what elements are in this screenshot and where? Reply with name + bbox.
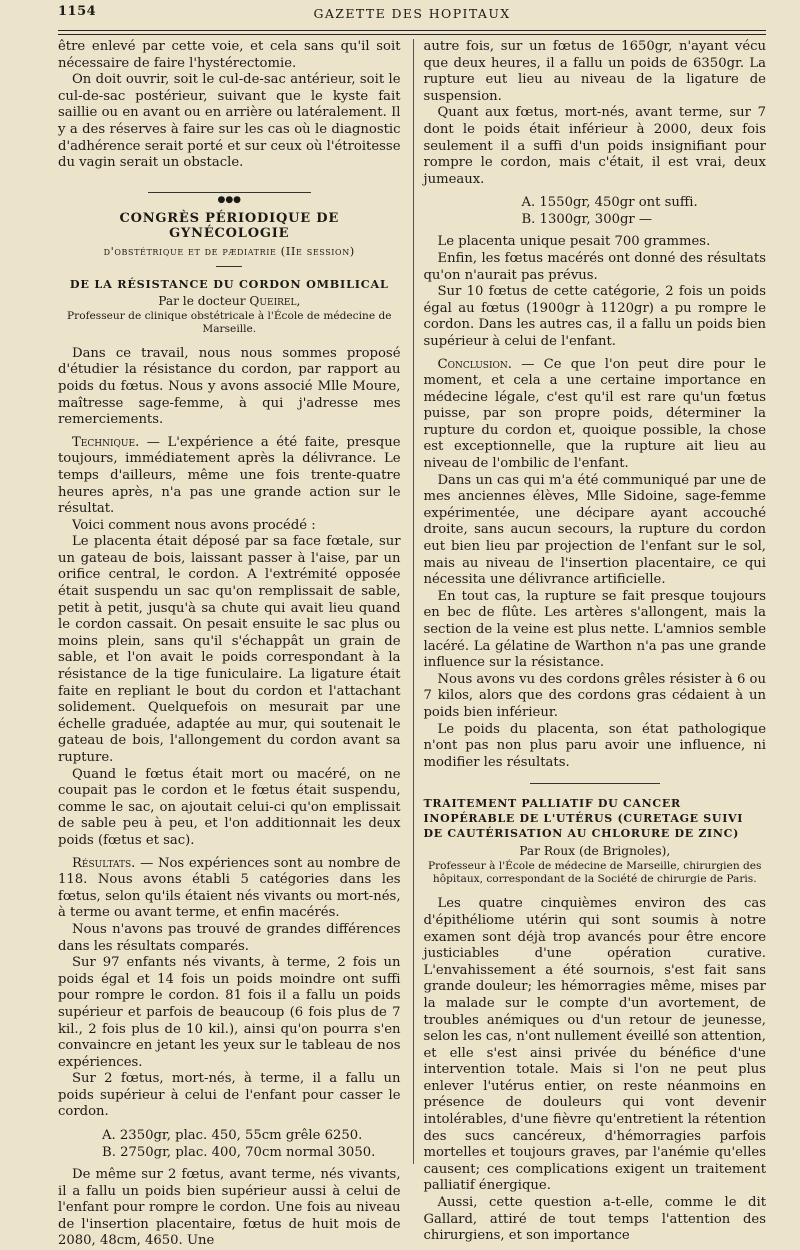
paragraph: autre fois, sur un fœtus de 1650gr, n'ayant vécu que deux heures, il a fallu un poids de 6350gr. La rupture eut lieu au niveau de la ligature de suspension. [423, 39, 766, 104]
column-divider [413, 39, 414, 1164]
paragraph: Le placenta était déposé par sa face fœtale, sur un gateau de bois, laissant passer à l'aise, par un orifice central, le cordon. A l'extrémité opposée était suspendu un sac qu'on remplissait de sable, petit à petit, jusqu'à sa chute qui avait lieu quand le cordon cassait. On pesait ensuite le sac plus ou moins plein, sans qu'il s'échappât un grain de sable, et l'on avait le poids correspondant à la résistance de la tige funiculaire. La ligature était faite en repliant le bout du cordon et l'attachant solidement. Quelquefois on mesurait par une échelle graduée, adaptée au mur, qui soutenait le gateau de bois, l'allongement du cordon avant sa rupture. [58, 534, 401, 765]
run-in-heading: Conclusion. [437, 356, 512, 372]
left-column [58, 39, 409, 1249]
run-in-heading: Technique. [72, 434, 140, 450]
article-author: Par Roux (de Brignoles), [519, 844, 671, 859]
paragraph-text: — Nos expériences sont au nombre de 118. Nous avons établi 5 catégories dans les fœtus, selon qu'ils étaient nés vivants ou mort-nés, à terme ou avant terme, et enfin macérés. [58, 855, 401, 921]
section-title: CONGRÈS PÉRIODIQUE DE GYNÉCOLOGIE [119, 210, 340, 241]
paragraph [58, 435, 401, 518]
author-name: Queirel, [249, 293, 301, 308]
paragraph: Les quatre cinquièmes environ des cas d'épithéliome utérin qui sont soumis à notre examen sont déjà trop avancés pour être encore justiciables d'une opération curative. L'envahissement a été sournois, s'est fait sans grande douleur; les hémorragies même, mises par la malade sur le compte d'un avortement, de troubles anémiques ou d'un retour de jeunesse, selon les cas, n'ont nullement éveillé son attention, et elle s'est ainsi privée du bénéfice d'une intervention totale. Mais si l'on ne peut plus enlever l'utérus entier, on reste néanmoins en présence de douleurs qui vont devenir intolérables, d'une fièvre qu'entretient la rétention des sucs cancéreux, d'hémorragies parfois mortelles et toujours graves, par l'anémie qu'elles causent; ces complications exigent un traitement palliatif énergique. [423, 896, 766, 1194]
paragraph: Quant aux fœtus, mort-nés, avant terme, sur 7 dont le poids était inférieur à 2000, deux fois seulement il a suffi d'un poids insignifiant pour rompre le cordon, mais c'était, il est vrai, deux jumeaux. [423, 105, 766, 187]
article-title: DE LA RÉSISTANCE DU CORDON OMBILICAL [69, 276, 389, 291]
paragraph: Le placenta unique pesait 700 grammes. [437, 234, 711, 250]
data-line: A. 1550gr, 450gr ont suffi. [521, 195, 698, 211]
section-subtitle: d'obstétrique et de pædiatrie (IIe session) [103, 243, 355, 258]
paragraph: Dans ce travail, nous nous sommes proposé d'étudier la résistance du cordon, par rapport au poids du fœtus. Nous y avons associé Mlle Moure, maîtresse sage-femme, à qui j'adresse mes remerciements. [58, 345, 401, 428]
paragraph-text: — L'expérience a été faite, presque toujours, immédiatement après la délivrance. Le temps d'ailleurs, même une fois trente-quatre heures après, n'a pas une grande action sur le résultat. [58, 434, 401, 517]
page-number: 1154 [58, 4, 97, 19]
paragraph: Enfin, les fœtus macérés ont donné des résultats qu'on n'aurait pas prévus. [423, 250, 766, 283]
article-author [58, 294, 401, 308]
article-title: TRAITEMENT PALLIATIF DU CANCER INOPÉRABLE DE L'UTÉRUS (CURETAGE SUIVI DE CAUTÉRISATION AU CHLORURE DE ZINC) [423, 797, 744, 841]
paragraph: Nous avons vu des cordons grêles résister à 6 ou 7 kilos, alors que des cordons gras cédaient à un poids bien inférieur. [423, 671, 766, 720]
columns [58, 39, 766, 1249]
paragraph: Aussi, cette question a-t-elle, comme le dit Gallard, attiré de tout temps l'attention des chirurgiens, et son importance [423, 1195, 766, 1244]
paragraph: Voici comment nous avons procédé : [72, 517, 316, 533]
paragraph [58, 856, 401, 922]
run-in-heading: Résultats. [72, 855, 136, 871]
paragraph: Dans un cas qui m'a été communiqué par une de mes anciennes élèves, Mlle Sidoine, sage-femme expérimentée, une décipare ayant accouché droite, sans aucun secours, la rupture du cordon eut bien lieu par projection de l'enfant sur le sol, mais au niveau de l'insertion placentaire, ce qui nécessita une délivrance artificielle. [423, 472, 766, 588]
author-affiliation: Professeur à l'École de médecine de Marseille, chirurgien des hôpitaux, correspondant de la Société de chirurgie de Paris. [427, 860, 762, 886]
right-column [419, 39, 766, 1244]
paragraph: Le poids du placenta, son état pathologique n'ont pas non plus paru avoir une influence, ni modifier les résultats. [423, 721, 766, 770]
paragraph: Nous n'avons pas trouvé de grandes différences dans les résultats comparés. [58, 921, 401, 954]
journal-title: GAZETTE DES HOPITAUX [313, 6, 511, 21]
paragraph: Sur 10 fœtus de cette catégorie, 2 fois un poids égal au fœtus (1900gr à 1120gr) a pu rompre le cordon. Dans les autres cas, il a fallu un poids bien supérieur à celui de l'enfant. [423, 284, 766, 349]
data-line: B. 2750gr, plac. 400, 70cm normal 3050. [102, 1145, 376, 1161]
page-header [58, 0, 766, 30]
header-rule [58, 30, 766, 35]
author-affiliation: Professeur de clinique obstétricale à l'École de médecine de Marseille. [67, 309, 392, 335]
short-rule [216, 266, 242, 267]
paragraph: Sur 97 enfants nés vivants, à terme, 2 fois un poids égal et 14 fois un poids moindre ont suffi pour rompre le cordon. 81 fois il a fallu un poids supérieur et parfois de beaucoup (6 fois plus de 7 kil., 2 fois plus de 10 kil.), ainsi qu'on pourra s'en convaincre en jetant les yeux sur le tableau de nos expériences. [58, 955, 401, 1070]
data-line: B. 1300gr, 300gr — [521, 212, 653, 228]
paragraph: être enlevé par cette voie, et cela sans qu'il soit nécessaire de faire l'hystérectomie. [58, 39, 401, 71]
paragraph: Quand le fœtus était mort ou macéré, on ne coupait pas le cordon et le fœtus était suspendu, comme le sac, on ajoutait celui-ci qu'on emplissait de sable peu à peu, et l'on additionnait les deux poids (fœtus et sac). [58, 766, 401, 848]
paragraph-text: — Ce que l'on peut dire pour le moment, et cela a une certaine importance en médecine légale, c'est qu'il est rare qu'un fœtus puisse, par son propre poids, déterminer la rupture du cordon et, quoique possible, la chose est exceptionnelle, que la rupture ait lieu au niveau de l'ombilic de l'enfant. [423, 356, 766, 472]
paragraph: On doit ouvrir, soit le cul-de-sac antérieur, soit le cul-de-sac postérieur, suivant que le kyste fait saillie ou en avant ou en arrière ou latéralement. Il y a des réserves à faire sur les cas où le diagnostic d'adhérence serait porté et sur ceux où l'étroitesse du vagin serait un obstacle. [58, 72, 401, 171]
paragraph: En tout cas, la rupture se fait presque toujours en bec de flûte. Les artères s'allongent, mais la section de la veine est plus nette. L'amnios semble lacéré. La gélatine de Warthon n'a pas une grande influence sur la résistance. [423, 588, 766, 671]
paragraph: De même sur 2 fœtus, avant terme, nés vivants, il a fallu un poids bien supérieur aussi à celui de l'enfant pour rompre le cordon. Une fois au niveau de l'insertion placentaire, fœtus de huit mois de 2080, 48cm, 4650. Une [58, 1167, 401, 1249]
paragraph: Sur 2 fœtus, mort-nés, à terme, il a fallu un poids supérieur à celui de l'enfant pour casser le cordon. [58, 1071, 401, 1120]
data-line: A. 2350gr, plac. 450, 55cm grêle 6250. [102, 1128, 363, 1144]
paragraph [423, 357, 766, 473]
author-prefix: Par le docteur [158, 293, 250, 308]
article-separator [530, 783, 660, 784]
ornament-separator: ●●● [58, 187, 401, 197]
